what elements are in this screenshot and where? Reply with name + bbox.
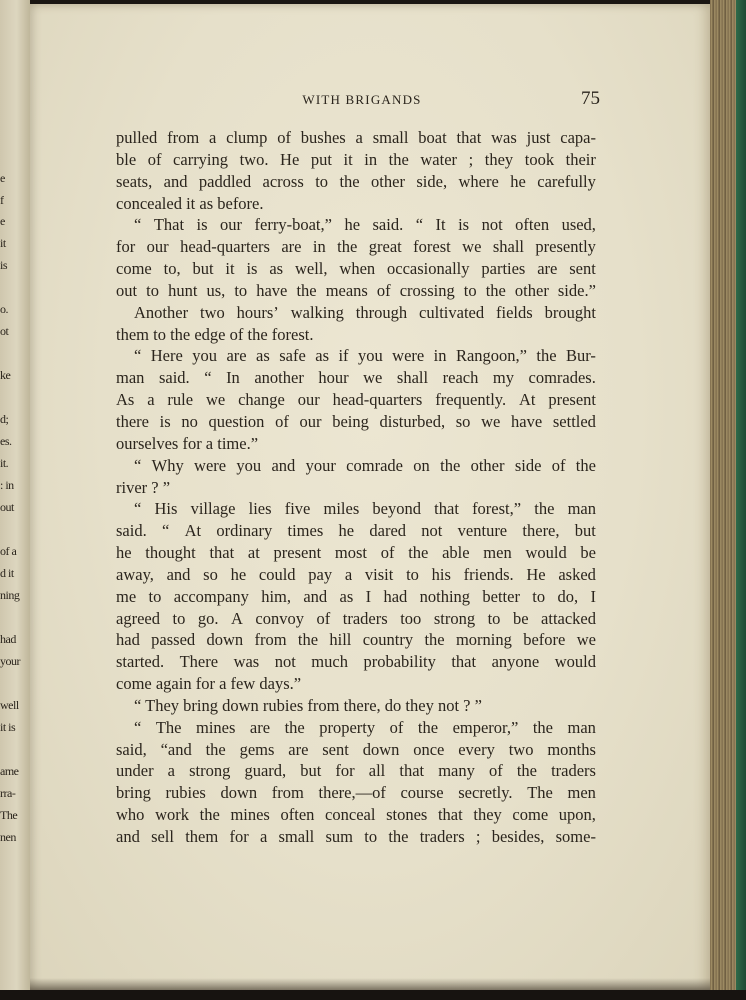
previous-page-text-fragment: rra- [0,786,16,800]
previous-page-text-fragment: your [0,654,20,668]
text-line: “ Here you are as safe as if you were in Rangoon,” the Bur- [134,346,596,366]
text-line: seats, and paddled across to the other side, where he carefully [116,171,596,191]
text-line: started. There was not much probability that anyone would [116,652,596,672]
text-line: for our head-quarters are in the great forest we shall presently [116,237,596,257]
previous-page-text-fragment: : in [0,478,14,492]
previous-page-text-fragment: of a [0,544,17,558]
previous-page-text-fragment: o. [0,302,8,316]
text-line: “ His village lies five miles beyond that forest,” the man [134,499,596,519]
previous-page-text-fragment: had [0,632,16,646]
text-line: man said. “ In another hour we shall reach my comrades. [116,368,596,388]
text-line: under a strong guard, but for all that many of the traders [116,761,596,781]
text-line: away, and so he could pay a visit to his friends. He asked [116,564,596,584]
previous-page-text-fragment: es. [0,434,12,448]
text-line: he thought that at present most of the able men would be [116,543,596,563]
text-line: said. “ At ordinary times he dared not venture there, but [116,521,596,541]
previous-page-text-fragment: e [0,214,5,228]
text-line: and sell them for a small sum to the traders ; besides, some- [116,827,596,846]
text-line: agreed to go. A convoy of traders too strong to be attacked [116,608,596,628]
previous-page-text-fragment: is [0,258,8,272]
previous-page-text-fragment: it [0,236,6,250]
previous-page-text-fragment: ke [0,368,11,382]
text-line: pulled from a clump of bushes a small boat that was just capa- [116,128,596,147]
text-line: “ That is our ferry-boat,” he said. “ It is not often used, [134,215,596,235]
text-line: ble of carrying two. He put it in the water ; they took their [116,149,596,169]
text-line: river ? ” [116,477,171,497]
previous-page-text-fragment: The [0,808,18,822]
text-line: who work the mines often conceal stones that they come upon, [116,805,596,825]
previous-page-text-fragment: it is [0,720,16,734]
scan-bottom-band [0,990,746,1000]
text-line: “ Why were you and your comrade on the other side of the [134,455,596,475]
text-line: them to the edge of the forest. [116,324,314,344]
text-line: concealed it as before. [116,193,264,213]
text-line: ourselves for a time.” [116,433,259,453]
text-line: Another two hours’ walking through cultivated fields brought [134,302,596,322]
text-line: bring rubies down from there,—of course secretly. The men [116,783,596,803]
text-line: said, “and the gems are sent down once every two months [116,739,596,759]
text-line: had passed down from the hill country the morning before we [116,630,596,650]
running-head: WITH BRIGANDS [302,92,422,107]
text-line: out to hunt us, to have the means of crossing to the other side.” [116,280,596,300]
previous-page-text-fragment: d; [0,412,9,426]
previous-page-text-fragment: d it [0,566,14,580]
previous-page-text-fragment: ning [0,588,20,602]
text-line: come to, but it is as well, when occasionally parties are sent [116,259,596,279]
previous-page-text-fragment: ame [0,764,19,778]
previous-page-text-fragment: nen [0,830,16,844]
previous-page-text-fragment: out [0,500,14,514]
previous-page-text-fragment: it. [0,456,9,470]
previous-page-text-fragment: well [0,698,19,712]
previous-page-text-fragment: e [0,171,5,185]
text-line: come again for a few days.” [116,674,302,694]
page-number: 75 [581,88,600,109]
previous-page-text-fragment: f [0,193,4,207]
text-line: me to accompany him, and as I had nothing better to do, I [116,586,596,606]
previous-page-edge [0,0,30,1000]
previous-page-text-fragment: ot [0,324,9,338]
text-line: there is no question of our being disturbed, so we have settled [116,411,596,431]
body-text [116,127,596,848]
text-line: “ They bring down rubies from there, do they not ? ” [134,695,482,715]
text-line: “ The mines are the property of the emperor,” the man [134,717,596,737]
book-cover-edge [736,0,746,1000]
text-line: As a rule we change our head-quarters frequently. At present [116,390,596,410]
